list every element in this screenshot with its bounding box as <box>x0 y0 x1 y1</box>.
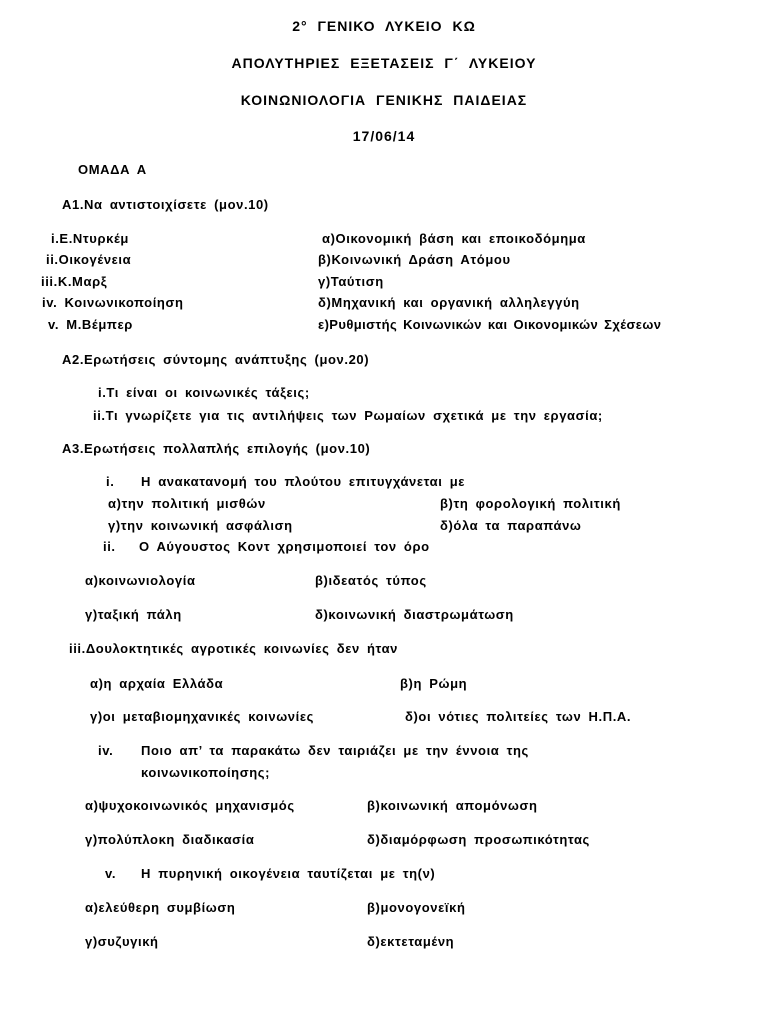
a1-left-item: ii.Οικογένεια <box>46 252 132 267</box>
choice-option: α)ψυχοκοινωνικός μηχανισμός <box>85 798 295 813</box>
choice-option: δ)όλα τα παραπάνω <box>440 518 582 533</box>
choice-option: γ)συζυγική <box>85 934 159 949</box>
a2-title: Α2.Ερωτήσεις σύντομης ανάπτυξης (μον.20) <box>62 352 370 367</box>
choice-option: β)τη φορολογική πολιτική <box>440 496 621 511</box>
group-heading: ΟΜΑΔΑ Α <box>78 162 147 177</box>
a2-question: ii.Τι γνωρίζετε για τις αντιλήψεις των Ρωμαίων σχετικά με την εργασία; <box>93 408 603 423</box>
question-text: Ποιο απ’ τα παρακάτω δεν ταιριάζει με την έννοια της <box>141 743 529 758</box>
choice-option: α)η αρχαία Ελλάδα <box>90 676 224 691</box>
question-text: iii.Δουλοκτητικές αγροτικές κοινωνίες δεν ήταν <box>69 641 399 656</box>
question-text: Η ανακατανομή του πλούτου επιτυγχάνεται με <box>141 474 466 489</box>
exam-date: 17/06/14 <box>352 128 416 144</box>
question-text: Ο Αύγουστος Κοντ χρησιμοποιεί τον όρο <box>139 539 430 554</box>
choice-option: γ)οι μεταβιομηχανικές κοινωνίες <box>90 709 314 724</box>
choice-option: δ)εκτεταμένη <box>367 934 455 949</box>
choice-option: δ)κοινωνική διαστρωμάτωση <box>315 607 514 622</box>
choice-option: α)κοινωνιολογία <box>85 573 196 588</box>
a1-left-item: iv. Κοινωνικοποίηση <box>42 295 184 310</box>
a1-right-item: γ)Ταύτιση <box>318 274 384 289</box>
choice-option: γ)την κοινωνική ασφάλιση <box>108 518 293 533</box>
question-number: i. <box>106 474 115 489</box>
choice-option: β)μονογονεϊκή <box>367 900 466 915</box>
a1-left-item: i.Ε.Ντυρκέμ <box>51 231 129 246</box>
choice-option: α)την πολιτική μισθών <box>108 496 266 511</box>
choice-option: β)κοινωνική απομόνωση <box>367 798 538 813</box>
a1-right-item: δ)Μηχανική και οργανική αλληλεγγύη <box>318 295 580 310</box>
a1-right-item: ε)Ρυθμιστής Κοινωνικών και Οικονομικών Σχέσεων <box>318 317 662 332</box>
question-number: iv. <box>98 743 114 758</box>
choice-option: δ)οι νότιες πολιτείες των Η.Π.Α. <box>405 709 632 724</box>
choice-option: δ)διαμόρφωση προσωπικότητας <box>367 832 590 847</box>
a2-question: i.Τι είναι οι κοινωνικές τάξεις; <box>98 385 310 400</box>
choice-option: γ)πολύπλοκη διαδικασία <box>85 832 255 847</box>
choice-option: α)ελεύθερη συμβίωση <box>85 900 236 915</box>
question-text: κοινωνικοποίησης; <box>141 765 271 780</box>
question-number: ii. <box>103 539 116 554</box>
question-number: v. <box>105 866 117 881</box>
a1-right-item: α)Οικονομική βάση και εποικοδόμημα <box>322 231 586 246</box>
exam-title: ΑΠΟΛΥΤΗΡΙΕΣ ΕΞΕΤΑΣΕΙΣ Γ΄ ΛΥΚΕΙΟΥ <box>231 55 537 71</box>
a1-title: Α1.Να αντιστοιχίσετε (μον.10) <box>62 197 269 212</box>
school-name: 2° ΓΕΝΙΚΟ ΛΥΚΕΙΟ ΚΩ <box>292 18 476 34</box>
a1-left-item: iii.Κ.Μαρξ <box>41 274 108 289</box>
a1-left-item: v. Μ.Βέμπερ <box>48 317 133 332</box>
choice-option: β)ιδεατός τύπος <box>315 573 427 588</box>
choice-option: γ)ταξική πάλη <box>85 607 182 622</box>
subject-title: ΚΟΙΝΩΝΙΟΛΟΓΙΑ ΓΕΝΙΚΗΣ ΠΑΙΔΕΙΑΣ <box>240 92 528 108</box>
question-text: Η πυρηνική οικογένεια ταυτίζεται με τη(ν) <box>141 866 436 881</box>
a1-right-item: β)Κοινωνική Δράση Ατόμου <box>318 252 511 267</box>
choice-option: β)η Ρώμη <box>400 676 468 691</box>
a3-title: Α3.Ερωτήσεις πολλαπλής επιλογής (μον.10) <box>62 441 371 456</box>
